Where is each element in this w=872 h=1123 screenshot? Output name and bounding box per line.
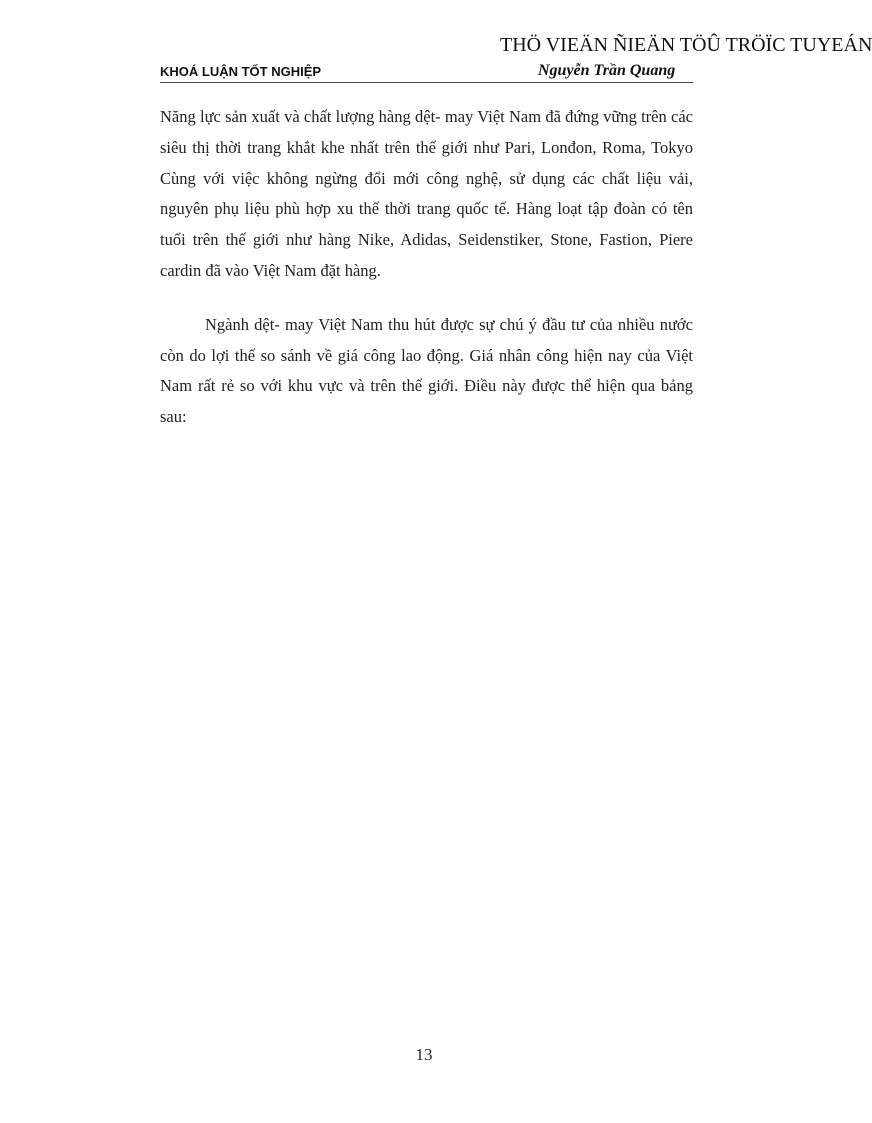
page-header <box>160 60 693 83</box>
paragraph-labor-cost: Ngành dệt- may Việt Nam thu hút được sự chú ý đầu tư của nhiều nước còn do lợi thế so sánh về giá công lao động. Giá nhân công hiện nay của Việt Nam rất rẻ so với khu vực và trên thế giới. Điều này được thể hiện qua bảng sau: <box>160 314 693 427</box>
page-number: 13 <box>415 1045 433 1064</box>
author-name: Nguyễn Trần Quang <box>538 62 676 79</box>
thesis-title-label: KHOÁ LUẬN TỐT NGHIỆP <box>160 64 322 79</box>
library-watermark: THÖ VIEÄN ÑIEÄN TÖÛ TRÖÏC TUYEÁN <box>500 34 872 56</box>
body-text <box>160 102 693 433</box>
paragraph-production-capacity: Năng lực sản xuất và chất lượng hàng dệt- may Việt Nam đã đứng vững trên các siêu thị thời trang khắt khe nhất trên thế giới như Pari, Lonđon, Roma, Tokyo Cùng với việc không ngừng đổi mới công nghệ, sử dụng các chất liệu vải, nguyên phụ liệu phù hợp xu thế thời trang quốc tế. Hàng loạt tập đoàn có tên tuổi trên thế giới như hàng Nike, Adidas, Seidenstiker, Stone, Fastion, Piere cardin đã vào Việt Nam đặt hàng. <box>160 107 693 280</box>
